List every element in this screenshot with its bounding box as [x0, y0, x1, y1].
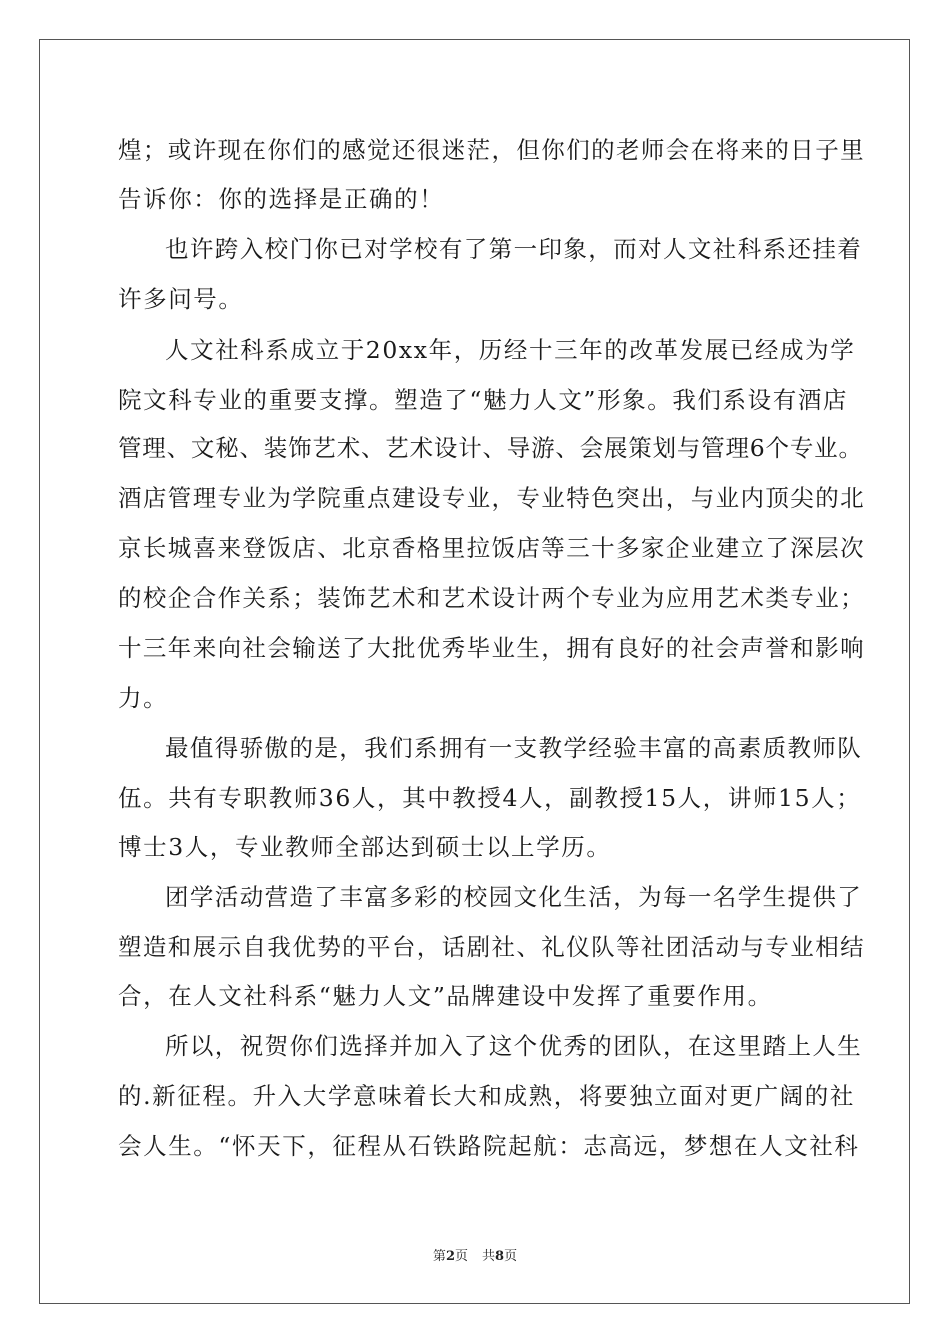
paragraph-first-line: 人文社科系成立于20xx年，历经十三年的改革发展已经成为学	[165, 336, 856, 364]
page-prefix: 第	[432, 1249, 446, 1264]
paragraph-first-line: 团学活动营造了丰富多彩的校园文化生活，为每一名学生提供了	[165, 883, 863, 911]
text-line: 煌；或许现在你们的感觉还很迷茫，但你们的老师会在将来的日子里	[118, 136, 865, 164]
text-line: 博士3人，专业教师全部达到硕士以上学历。	[118, 833, 612, 861]
paragraph-first-line: 最值得骄傲的是，我们系拥有一支教学经验丰富的高素质教师队	[165, 734, 863, 762]
page-border	[39, 39, 910, 1304]
text-line: 院文科专业的重要支撑。塑造了“魅力人文”形象。我们系设有酒店	[118, 386, 849, 414]
text-line: 酒店管理专业为学院重点建设专业，专业特色突出，与业内顶尖的北	[118, 484, 865, 512]
page-footer	[0, 1248, 950, 1266]
text-line: 会人生。“怀天下，征程从石铁路院起航：志高远，梦想在人文社科	[118, 1132, 860, 1160]
text-line: 力。	[118, 684, 169, 712]
text-line: 伍。共有专职教师36人，其中教授4人，副教授15人，讲师15人；	[118, 784, 862, 812]
text-line: 许多问号。	[118, 285, 244, 313]
text-line: 的.新征程。升入大学意味着长大和成熟，将要独立面对更广阔的社	[118, 1082, 855, 1110]
text-line: 京长城喜来登饭店、北京香格里拉饭店等三十多家企业建立了深层次	[118, 534, 865, 562]
total-suffix: 页	[504, 1249, 518, 1264]
text-line: 十三年来向社会输送了大批优秀毕业生，拥有良好的社会声誉和影响	[118, 634, 865, 662]
paragraph-first-line: 所以，祝贺你们选择并加入了这个优秀的团队，在这里踏上人生	[165, 1032, 863, 1060]
text-line: 管理、文秘、装饰艺术、艺术设计、导游、会展策划与管理6个专业。	[118, 434, 863, 462]
page-suffix: 页	[454, 1249, 468, 1264]
total-prefix: 共	[482, 1249, 496, 1264]
text-line: 告诉你：你的选择是正确的！	[118, 185, 445, 213]
paragraph-first-line: 也许跨入校门你已对学校有了第一印象，而对人文社科系还挂着	[165, 235, 863, 263]
text-line: 合，在人文社科系“魅力人文”品牌建设中发挥了重要作用。	[118, 982, 773, 1010]
total-pages: 8	[495, 1249, 505, 1264]
text-line: 塑造和展示自我优势的平台，话剧社、礼仪队等社团活动与专业相结	[118, 933, 865, 961]
text-line: 的校企合作关系；装饰艺术和艺术设计两个专业为应用艺术类专业；	[118, 584, 865, 612]
page-number: 2	[445, 1249, 455, 1264]
